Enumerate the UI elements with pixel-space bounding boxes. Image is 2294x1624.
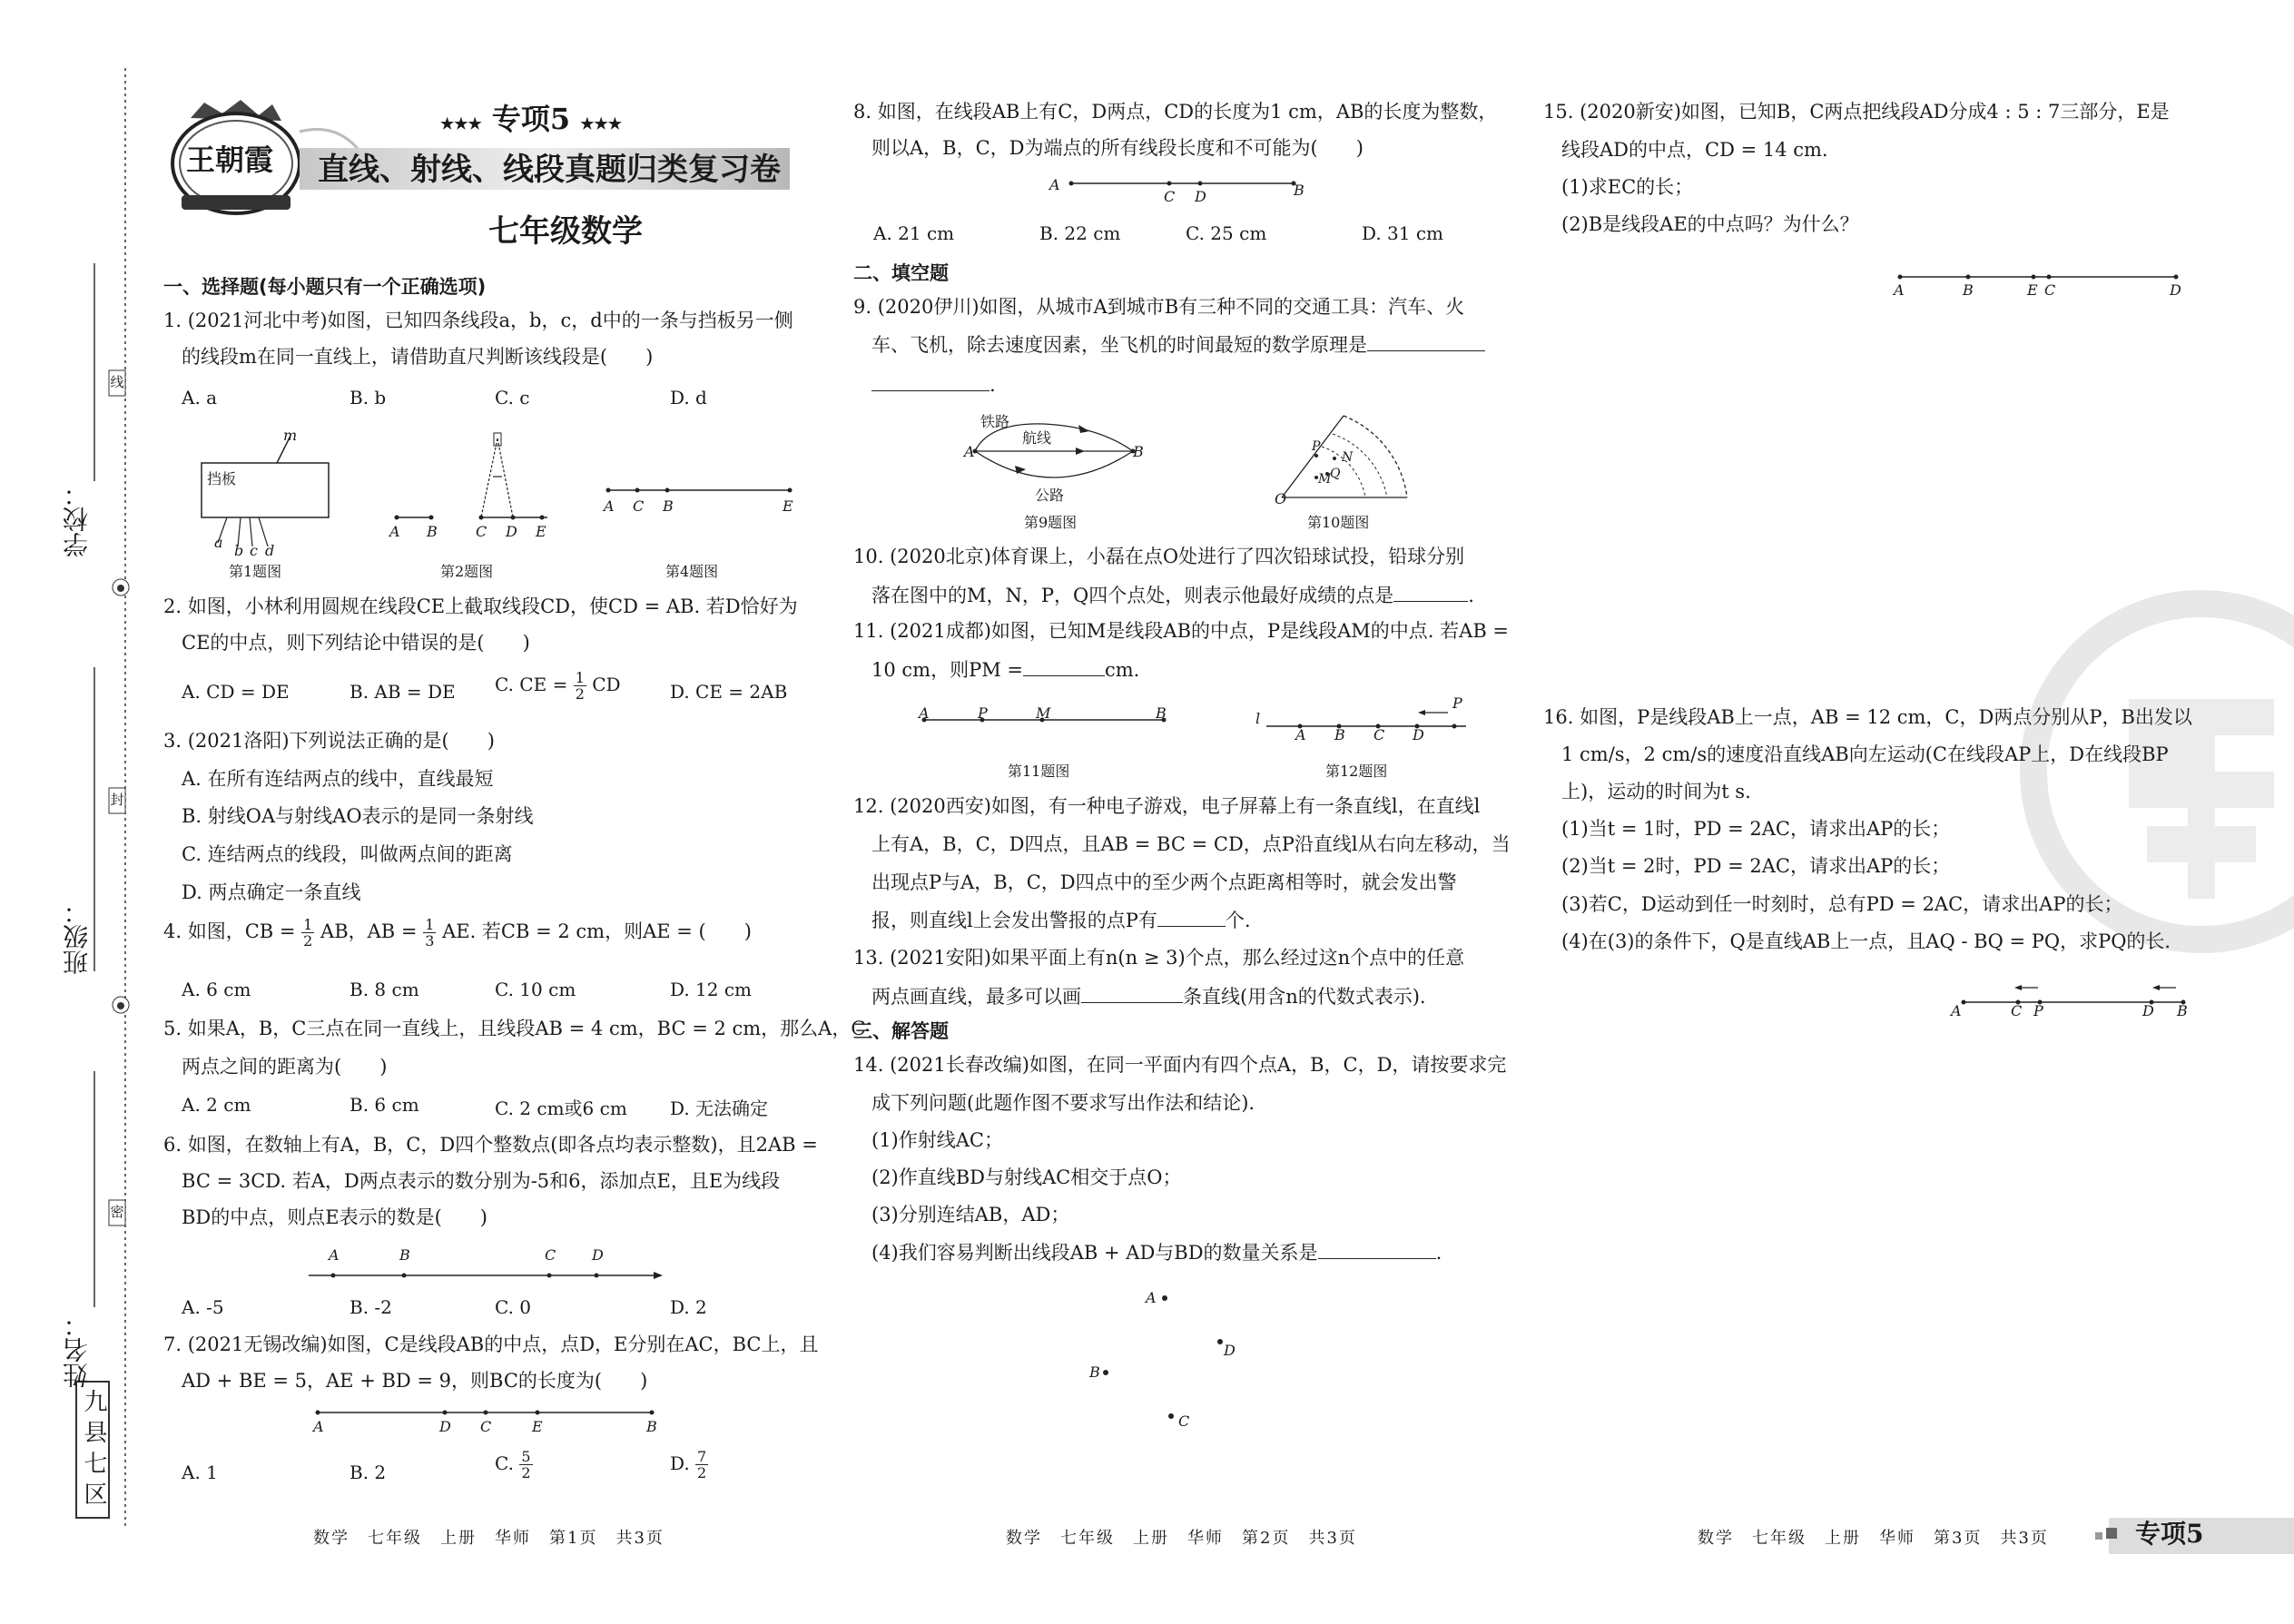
q1-option-a[interactable]: A. a	[182, 387, 218, 408]
fig9-label-A: A	[964, 443, 975, 460]
fig9-label-B: B	[1133, 443, 1144, 460]
figure-6-number-line	[304, 1266, 667, 1288]
q14-line1: 14. (2021长春改编)如图，在同一平面内有四个点A，B，C，D，请按要求完	[853, 1054, 1507, 1076]
q7-option-a[interactable]: A. 1	[182, 1462, 218, 1483]
q2-line1: 2. 如图，小林利用圆规在线段CE上截取线段CD，使CD = AB. 若D恰好为	[163, 595, 798, 617]
fig15-label-A: A	[1894, 281, 1905, 299]
q15-step1: (1)求EC的长；	[1561, 176, 1694, 198]
q15-step2: (2)B是线段AE的中点吗？为什么？	[1561, 213, 1859, 235]
q14-step2: (2)作直线BD与射线AC相交于点O；	[871, 1166, 1182, 1188]
fig9-caption: 第9题图	[1024, 514, 1078, 531]
subject-title: 七年级数学	[488, 213, 643, 250]
fig15-label-E: E	[2027, 281, 2038, 299]
figure-12	[1262, 704, 1480, 740]
header-special-tag	[440, 102, 623, 136]
q8-line1: 8. 如图，在线段AB上有C，D两点，CD的长度为1 cm，AB的长度为整数，	[853, 101, 1498, 123]
q8-option-b[interactable]: B. 22 cm	[1039, 222, 1121, 244]
fig12-label-A: A	[1295, 726, 1306, 743]
q1-option-c[interactable]: C. c	[495, 387, 530, 408]
footer-special-tag: 专项5	[2135, 1519, 2204, 1549]
fig10-caption: 第10题图	[1307, 514, 1370, 531]
fig1-label-b: b	[234, 542, 244, 559]
fig2-label-B: B	[427, 523, 438, 540]
fig9-rail-label: 铁路	[980, 413, 1010, 430]
q4-option-a[interactable]: A. 6 cm	[182, 979, 251, 1000]
stars-right: ★★★	[580, 115, 623, 133]
brand-logo-text: 王朝霞	[186, 143, 274, 177]
q6-option-d[interactable]: D. 2	[670, 1296, 707, 1318]
q4-stem: 4. 如图，CB = $\frac{1}{2}$ AB，AB = $\frac{1}{3}$ AE. 若CB = 2 cm，则AE = ( )	[163, 916, 752, 950]
fig6-label-A: A	[329, 1246, 340, 1264]
fig7-label-B: B	[646, 1418, 657, 1435]
q10-answer-blank[interactable]	[1393, 583, 1468, 602]
q8-option-c[interactable]: C. 25 cm	[1186, 222, 1267, 244]
q14-step3: (3)分别连结AB，AD；	[871, 1204, 1070, 1225]
fig4-label-E: E	[783, 497, 793, 515]
q16-step1: (1)当t = 1时，PD = 2AC，请求出AP的长；	[1561, 818, 1951, 840]
q2-c-fraction: $\frac{1}{2}$	[575, 669, 585, 703]
q11-line1: 11. (2021成都)如图，已知M是线段AB的中点，P是线段AM的中点. 若AB =	[853, 620, 1510, 642]
fig8-label-A: A	[1049, 176, 1060, 193]
fig12-label-B: B	[1334, 726, 1345, 743]
q1-line1: 1. (2021河北中考)如图，已知四条线段a，b，c，d中的一条与挡板另一侧	[163, 310, 793, 331]
seal-char-seal: 封	[110, 792, 124, 808]
q7-option-b[interactable]: B. 2	[350, 1462, 387, 1483]
q11-answer-blank[interactable]	[1023, 657, 1105, 676]
fig9-road-label: 公路	[1035, 487, 1065, 504]
q4-option-c[interactable]: C. 10 cm	[495, 979, 576, 1000]
q5-line2: 两点之间的距离为( )	[182, 1056, 388, 1078]
stars-left: ★★★	[440, 115, 482, 133]
q3-option-d[interactable]: D. 两点确定一条直线	[182, 881, 361, 903]
footer-page-3: 数学 七年级 上册 华师 第3页 共3页	[1698, 1529, 2049, 1548]
q1-line2: 的线段m在同一直线上，请借助直尺判断该线段是( )	[182, 346, 654, 368]
fig14-label-C: C	[1178, 1412, 1190, 1430]
q10-line1: 10. (2020北京)体育课上，小磊在点O处进行了四次铅球试投，铅球分别	[853, 546, 1465, 567]
seal-char-secret: 密	[110, 1204, 124, 1220]
fig11-label-P: P	[978, 704, 988, 722]
q9-answer-blank-2[interactable]	[871, 372, 989, 391]
q14-step1: (1)作射线AC；	[871, 1129, 1003, 1151]
fig10-label-M: M	[1318, 472, 1332, 487]
fig1-caption: 第1题图	[229, 563, 282, 580]
fig4-label-C: C	[633, 497, 645, 515]
school-label: 学校：	[62, 481, 92, 557]
fig14-label-A: A	[1146, 1289, 1157, 1306]
fig11-label-M: M	[1036, 704, 1051, 722]
q15-line1: 15. (2020新安)如图，已知B，C两点把线段AD分成4 : 5 : 7三部分，E是	[1543, 101, 2170, 123]
fig10-label-Q: Q	[1330, 467, 1341, 481]
fig11-label-B: B	[1156, 704, 1167, 722]
q6-line1: 6. 如图，在数轴上有A，B，C，D四个整数点(即各点均表示整数)，且2AB =	[163, 1134, 818, 1156]
q8-option-d[interactable]: D. 31 cm	[1362, 222, 1444, 244]
q12-line3: 出现点P与A，B，C，D四点中的至少两个点距离相等时，就会发出警	[871, 871, 1457, 893]
fig7-label-D: D	[439, 1418, 451, 1435]
figure-15	[1893, 268, 2183, 286]
q5-line1: 5. 如果A，B，C三点在同一直线上，且线段AB = 4 cm，BC = 2 cm，那么A，C	[163, 1018, 866, 1039]
q3-option-c[interactable]: C. 连结两点的线段，叫做两点间的距离	[182, 843, 513, 865]
fig12-caption: 第12题图	[1325, 763, 1388, 780]
q4-option-d[interactable]: D. 12 cm	[670, 979, 753, 1000]
fig2-label-D: D	[506, 523, 517, 540]
fig12-label-D: D	[1413, 726, 1424, 743]
q3-option-b[interactable]: B. 射线OA与射线AO表示的是同一条射线	[182, 805, 534, 827]
section-fill: 二、填空题	[853, 262, 949, 284]
q2-line2: CE的中点，则下列结论中错误的是( )	[182, 632, 530, 654]
q9-line2: 车、飞机，除去速度因素，坐飞机的时间最短的数学原理是	[871, 332, 1485, 357]
fig16-label-C: C	[2011, 1002, 2023, 1019]
q12-line2: 上有A，B，C，D四点，且AB = BC = CD，点P沿直线l从右向左移动，当	[871, 833, 1511, 855]
fig10-label-P: P	[1312, 439, 1321, 454]
q8-option-a[interactable]: A. 21 cm	[873, 222, 955, 244]
q4-option-b[interactable]: B. 8 cm	[350, 979, 419, 1000]
fig7-label-C: C	[480, 1418, 492, 1435]
seal-char-line: 线	[110, 374, 124, 390]
q2-option-c[interactable]	[495, 670, 621, 702]
fig10-label-N: N	[1342, 450, 1354, 465]
section-answer: 三、解答题	[853, 1020, 949, 1042]
q5-option-a[interactable]: A. 2 cm	[182, 1094, 251, 1116]
fig4-label-B: B	[663, 497, 674, 515]
fig15-label-C: C	[2044, 281, 2056, 299]
fig1-board-label: 挡板	[207, 470, 237, 487]
q1-option-d[interactable]: D. d	[670, 387, 707, 408]
q14-answer-blank[interactable]	[1318, 1240, 1436, 1259]
fig4-caption: 第4题图	[665, 563, 719, 580]
fig1-label-c: c	[250, 542, 258, 559]
q5-option-d[interactable]: D. 无法确定	[670, 1097, 769, 1119]
fig4-label-A: A	[604, 497, 615, 515]
q6-option-a[interactable]: A. -5	[182, 1296, 224, 1318]
fig14-label-D: D	[1224, 1342, 1236, 1359]
special-label: 专项5	[491, 102, 571, 136]
q9-line1: 9. (2020伊川)如图，从城市A到城市B有三种不同的交通工具：汽车、火	[853, 296, 1465, 318]
fig1-label-m: m	[283, 427, 298, 444]
fig8-label-C: C	[1164, 188, 1176, 205]
figure-16	[1956, 980, 2192, 1017]
q5-option-c[interactable]: C. 2 cm或6 cm	[495, 1097, 627, 1119]
fig11-label-A: A	[919, 704, 930, 722]
q16-step2: (2)当t = 2时，PD = 2AC，请求出AP的长；	[1561, 855, 1951, 877]
q16-line3: 上)，运动的时间为t s.	[1561, 781, 1751, 802]
q6-option-c[interactable]: C. 0	[495, 1296, 532, 1318]
q12-line1: 12. (2020西安)如图，有一种电子游戏，电子屏幕上有一条直线l，在直线l	[853, 795, 1481, 817]
q16-step3: (3)若C，D运动到任一时刻时，总有PD = 2AC，请求出AP的长；	[1561, 893, 2123, 915]
fig8-label-D: D	[1195, 188, 1206, 205]
fig16-label-B: B	[2177, 1002, 2188, 1019]
fig2-label-E: E	[536, 523, 546, 540]
fig8-label-B: B	[1294, 182, 1305, 199]
q13-answer-blank[interactable]	[1081, 984, 1183, 1003]
fig15-label-B: B	[1963, 281, 1974, 299]
q3-line1: 3. (2021洛阳)下列说法正确的是( )	[163, 730, 495, 752]
q16-step4: (4)在(3)的条件下，Q是直线AB上一点，且AQ - BQ = PQ，求PQ的长.	[1561, 930, 2171, 952]
q6-line2: BC = 3CD. 若A，D两点表示的数分别为-5和6，添加点E，且E为线段	[182, 1170, 781, 1192]
fig16-label-P: P	[2033, 1002, 2043, 1019]
q7-line1: 7. (2021无锡改编)如图，C是线段AB的中点，点D，E分别在AC，BC上，且	[163, 1334, 819, 1355]
q10-line2: 落在图中的M，N，P，Q四个点处，则表示他最好成绩的点是 .	[871, 585, 1474, 606]
fig16-label-D: D	[2142, 1002, 2154, 1019]
fig1-label-d: d	[265, 542, 275, 559]
fig15-label-D: D	[2170, 281, 2181, 299]
q9-line3: .	[871, 372, 996, 397]
q12-line4: 报，则直线l上会发出警报的点P有 个.	[871, 910, 1251, 931]
fig12-label-l: l	[1255, 710, 1261, 727]
fig7-label-A: A	[313, 1418, 324, 1435]
q16-line2: 1 cm/s，2 cm/s的速度沿直线AB向左运动(C在线段AP上，D在线段BP	[1561, 743, 2169, 765]
fig2-label-C: C	[476, 523, 487, 540]
fig11-caption: 第11题图	[1008, 763, 1070, 780]
q11-line2: 10 cm，则PM = cm.	[871, 659, 1140, 681]
fig9-air-label: 航线	[1022, 429, 1052, 447]
q14-line2: 成下列问题(此题作图不要求写出作法和结论).	[871, 1092, 1255, 1114]
q14-step4: (4)我们容易判断出线段AB + AD与BD的数量关系是 .	[871, 1242, 1442, 1264]
fig7-label-E: E	[532, 1418, 543, 1435]
fig2-caption: 第2题图	[440, 563, 494, 580]
footer-page-2: 数学 七年级 上册 华师 第2页 共3页	[1006, 1529, 1357, 1548]
q2-option-a[interactable]: A. CD = DE	[182, 681, 290, 703]
fig1-label-a: a	[214, 534, 223, 551]
footer-squares	[2095, 1532, 2102, 1540]
q8-line2: 则以A，B，C，D为端点的所有线段长度和不可能为( )	[871, 137, 1364, 159]
fig12-label-C: C	[1373, 726, 1385, 743]
figure-4	[599, 481, 808, 499]
q13-line2: 两点画直线，最多可以画 条直线(用含n的代数式表示).	[871, 986, 1426, 1008]
fig2-label-A: A	[389, 523, 400, 540]
q2-option-b[interactable]: B. AB = DE	[350, 681, 456, 703]
q2-option-d[interactable]: D. CE = 2AB	[670, 681, 788, 703]
fig12-label-P: P	[1452, 694, 1462, 712]
fig6-label-B: B	[399, 1246, 410, 1264]
q12-answer-blank[interactable]	[1157, 908, 1226, 927]
fig10-label-O: O	[1275, 490, 1287, 507]
q16-line1: 16. 如图，P是线段AB上一点，AB = 12 cm，C，D两点分别从P，B出发以	[1543, 706, 2192, 728]
fig14-label-B: B	[1089, 1363, 1100, 1381]
class-label: 班级：	[62, 899, 92, 975]
q15-line2: 线段AD的中点，CD = 14 cm.	[1561, 139, 1828, 161]
name-label: 姓名：	[62, 1312, 92, 1388]
paper-title: 直线、射线、线段真题归类复习卷	[318, 152, 781, 188]
q1-option-b[interactable]: B. b	[350, 387, 387, 408]
q6-option-b[interactable]: B. -2	[350, 1296, 392, 1318]
q6-line3: BD的中点，则点E表示的数是( )	[182, 1206, 487, 1228]
footer-squares-2	[2106, 1528, 2117, 1539]
q13-line1: 13. (2021安阳)如果平面上有n(n ≥ 3)个点，那么经过这n个点中的任意	[853, 947, 1465, 969]
q7-option-c[interactable]: C. $\frac{5}{2}$	[495, 1448, 531, 1481]
q5-option-b[interactable]: B. 6 cm	[350, 1094, 419, 1116]
fig6-label-C: C	[545, 1246, 556, 1264]
q2-c-text1: C. CE =	[495, 674, 568, 695]
footer-page-1: 数学 七年级 上册 华师 第1页 共3页	[313, 1529, 665, 1548]
fig6-label-D: D	[592, 1246, 604, 1264]
region-label: 九县七区	[80, 1389, 107, 1512]
q3-option-a[interactable]: A. 在所有连结两点的线中，直线最短	[182, 768, 494, 790]
q7-option-d[interactable]: D. $\frac{7}{2}$	[670, 1448, 707, 1481]
q2-c-text2: CD	[592, 674, 621, 695]
fig16-label-A: A	[1951, 1002, 1962, 1019]
section-choice: 一、选择题(每小题只有一个正确选项)	[163, 276, 487, 298]
figure-8	[1062, 174, 1298, 192]
q9-answer-blank[interactable]	[1367, 332, 1485, 351]
q7-line2: AD + BE = 5，AE + BD = 9，则BC的长度为( )	[182, 1370, 648, 1392]
